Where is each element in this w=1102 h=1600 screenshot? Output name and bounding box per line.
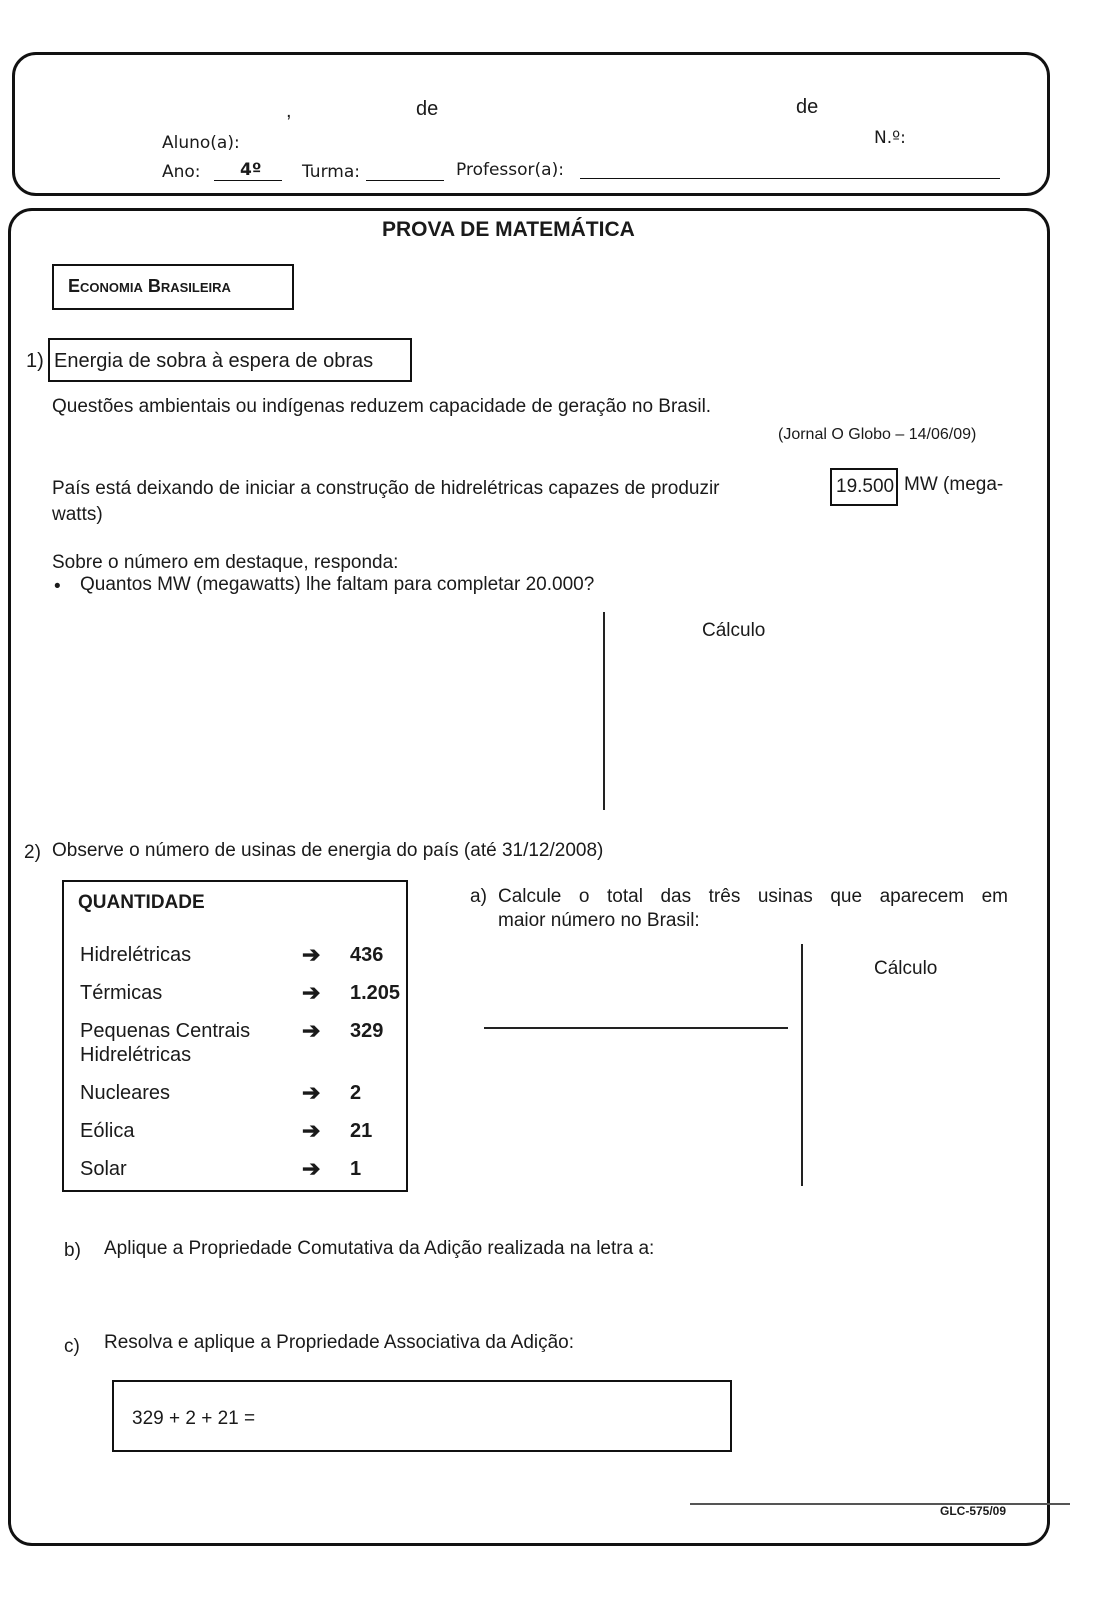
- ano-value[interactable]: 4º: [240, 160, 262, 180]
- arrow-icon: ➔: [302, 1118, 321, 1143]
- q1-calc-label: Cálculo: [702, 620, 766, 641]
- row-value: 1.205: [350, 982, 401, 1004]
- q2-number: 2): [24, 842, 41, 863]
- row-label: Térmicas: [80, 982, 163, 1004]
- q1-bullet: •: [54, 576, 61, 597]
- q1-subtitle: Questões ambientais ou indígenas reduzem capacidade de geração no Brasil.: [52, 396, 712, 417]
- numero-label: N.º:: [874, 128, 906, 148]
- arrow-icon: ➔: [302, 1156, 321, 1181]
- q2-intro: Observe o número de usinas de energia do país (até 31/12/2008): [52, 840, 604, 861]
- q1-text-before: País está deixando de iniciar a construção de hidrelétricas capazes de produzir: [52, 478, 720, 499]
- ano-line: [214, 180, 282, 181]
- q2a-label: a): [470, 886, 487, 907]
- q1-calc-divider: [603, 612, 605, 810]
- q1-highlight: 19.500: [836, 476, 895, 497]
- page-title: PROVA DE MATEMÁTICA: [382, 218, 635, 241]
- footer-code: GLC-575/09: [940, 1504, 1007, 1518]
- row-value: 2: [350, 1082, 362, 1104]
- arrow-icon: ➔: [302, 980, 321, 1005]
- turma-line[interactable]: [366, 180, 444, 181]
- q1-source: (Jornal O Globo – 14/06/09): [778, 426, 977, 443]
- arrow-icon: ➔: [302, 942, 321, 967]
- q2c-answer-box[interactable]: [112, 1380, 732, 1452]
- row-value: 1: [350, 1158, 362, 1180]
- row-label: Hidrelétricas: [80, 944, 192, 966]
- section-label: Economia Brasileira: [68, 276, 231, 296]
- q1-headline: Energia de sobra à espera de obras: [54, 350, 374, 372]
- q2a-calc-label: Cálculo: [874, 958, 938, 979]
- row-value: 21: [350, 1120, 373, 1142]
- q2b-text: Aplique a Propriedade Comutativa da Adição realizada na letra a:: [104, 1238, 655, 1259]
- row-label-line2: Hidrelétricas: [80, 1044, 192, 1066]
- arrow-icon: ➔: [302, 1080, 321, 1105]
- q2b-label: b): [64, 1240, 81, 1261]
- ano-label: Ano:: [162, 162, 201, 182]
- professor-label: Professor(a):: [456, 160, 564, 180]
- q2c-text: Resolva e aplique a Propriedade Associativa da Adição:: [104, 1332, 575, 1353]
- professor-line[interactable]: [580, 178, 1000, 179]
- arrow-icon: ➔: [302, 1018, 321, 1043]
- q1-number: 1): [26, 350, 44, 372]
- header-comma: ,: [286, 100, 292, 122]
- quantity-table: [62, 880, 408, 1192]
- header-de-1: de: [416, 98, 439, 120]
- row-value: 329: [350, 1020, 384, 1042]
- q2a-text-line1: Calcule o total das três usinas que aparecem em: [498, 886, 1008, 907]
- header-de-2: de: [796, 96, 819, 118]
- footer-rule: [690, 1503, 1070, 1505]
- q1-text-wrap: watts): [52, 504, 103, 525]
- q2a-calc-divider: [801, 944, 803, 1186]
- row-label: Nucleares: [80, 1082, 171, 1104]
- q2a-text-line2: maior número no Brasil:: [498, 910, 700, 931]
- turma-label: Turma:: [302, 162, 360, 182]
- q2c-expression: 329 + 2 + 21 =: [132, 1408, 256, 1429]
- table-title: QUANTIDADE: [78, 892, 205, 913]
- row-label: Solar: [80, 1158, 127, 1180]
- row-label: Eólica: [80, 1120, 135, 1142]
- q1-highlight-box: [830, 468, 898, 506]
- q2c-label: c): [64, 1336, 80, 1357]
- q1-prompt: Sobre o número em destaque, responda:: [52, 552, 399, 573]
- row-label: Pequenas Centrais: [80, 1020, 251, 1042]
- q1-headline-box: [48, 338, 412, 382]
- q1-question: Quantos MW (megawatts) lhe faltam para completar 20.000?: [80, 574, 595, 595]
- q1-text-after: MW (mega-: [904, 474, 1004, 495]
- section-box: [52, 264, 294, 310]
- aluno-label: Aluno(a):: [162, 133, 240, 153]
- row-value: 436: [350, 944, 384, 966]
- q2a-answer-line[interactable]: [484, 1027, 788, 1029]
